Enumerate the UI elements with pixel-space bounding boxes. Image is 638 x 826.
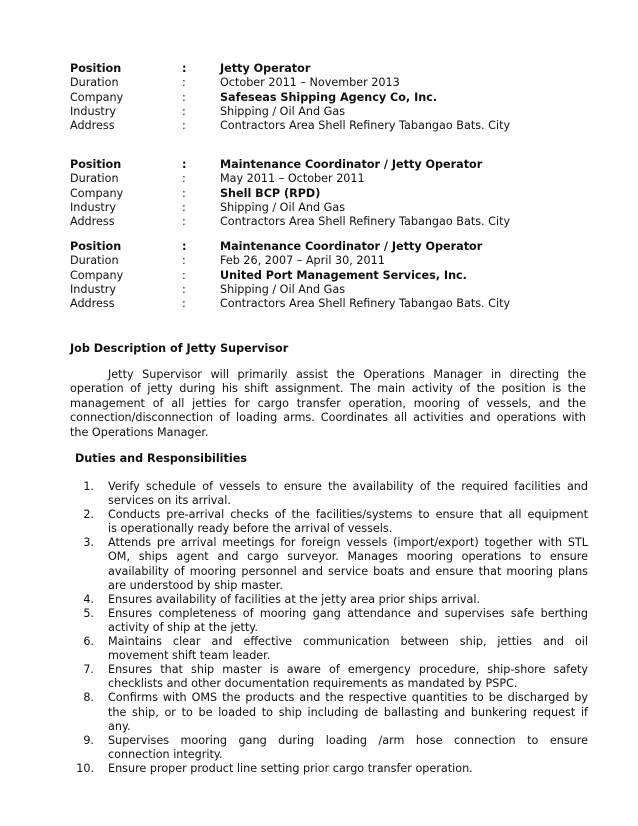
item-number: 4. [83, 592, 94, 606]
industry-value: Shipping / Oil And Gas [220, 104, 346, 118]
item-line: activity of ship at the jetty. [108, 620, 258, 634]
item-line: Verify schedule of vessels to ensure the availability of the required facilities and [108, 480, 588, 493]
position-row [70, 240, 590, 254]
colon: : [182, 200, 186, 214]
item-line: Ensures availability of facilities at the jetty area prior ships arrival. [108, 592, 481, 606]
list-item [70, 734, 588, 762]
paragraph-line: operation of jetty during his shift assignment. The main activity of the position is the [70, 382, 586, 396]
paragraph-line: the Operations Manager. [70, 425, 209, 439]
company-label: Company [70, 186, 124, 200]
item-line: Maintains clear and effective communication between ship, jetties and oil [108, 635, 588, 649]
address-value: Contractors Area Shell Refinery Tabangao Bats. City [220, 119, 511, 133]
item-line: Ensures completeness of mooring gang attendance and supervises safe berthing [108, 606, 588, 620]
industry-row [70, 201, 590, 215]
industry-row [70, 105, 590, 119]
industry-label: Industry [70, 282, 117, 296]
company-value: Shell BCP (RPD) [220, 186, 321, 200]
duration-row [70, 254, 590, 268]
duration-row [70, 76, 590, 90]
duration-label: Duration [70, 172, 119, 186]
duration-label: Duration [70, 76, 119, 90]
list-item [70, 607, 588, 635]
colon: : [182, 76, 186, 90]
list-item [70, 480, 588, 508]
duration-value: October 2011 – November 2013 [220, 76, 400, 90]
item-line: Ensures that ship master is aware of emergency procedure, ship-shore safety [108, 663, 588, 677]
list-item [70, 635, 588, 663]
position-value: Maintenance Coordinator / Jetty Operator [220, 240, 483, 253]
item-number: 10. [76, 761, 94, 775]
address-value: Contractors Area Shell Refinery Tabangao Bats. City [220, 297, 511, 311]
position-label: Position [70, 240, 122, 253]
item-line: availability of mooring personnel and service boats and ensure that mooring plans [108, 564, 588, 578]
job-description-heading: Job Description of Jetty Supervisor [70, 342, 289, 355]
item-line: services on its arrival. [108, 494, 231, 508]
item-line: connection integrity. [108, 747, 223, 761]
item-line: Confirms with OMS the products and the respective quantities to be discharged by [108, 691, 588, 705]
industry-value: Shipping / Oil And Gas [220, 282, 346, 296]
position-row [70, 62, 590, 76]
duration-value: Feb 26, 2007 – April 30, 2011 [220, 254, 385, 268]
address-row [70, 297, 590, 311]
colon: : [182, 119, 186, 133]
paragraph-line: connection/disconnection of loading arms. Coordinates all activities and operations with [70, 411, 586, 425]
item-line: Attends pre arrival meetings for foreign vessels (import/export) together with STL [108, 536, 588, 550]
position-value: Maintenance Coordinator / Jetty Operator [220, 158, 483, 171]
address-label: Address [70, 297, 115, 311]
colon: : [182, 282, 186, 296]
colon: : [182, 62, 187, 75]
list-item [70, 508, 588, 536]
company-row [70, 187, 590, 201]
position-row [70, 158, 590, 172]
job-block-3 [70, 240, 590, 311]
company-label: Company [70, 268, 124, 282]
company-value: Safeseas Shipping Agency Co, Inc. [220, 90, 438, 104]
industry-row [70, 283, 590, 297]
colon: : [182, 90, 186, 104]
industry-value: Shipping / Oil And Gas [220, 200, 346, 214]
item-line: are understood by ship master. [108, 578, 283, 592]
address-label: Address [70, 215, 115, 229]
company-label: Company [70, 90, 124, 104]
duration-value: May 2011 – October 2011 [220, 172, 365, 186]
position-value: Jetty Operator [220, 62, 311, 75]
colon: : [182, 186, 186, 200]
duration-row [70, 172, 590, 186]
address-row [70, 215, 590, 229]
list-item [70, 593, 588, 607]
colon: : [182, 215, 186, 229]
duration-label: Duration [70, 254, 119, 268]
paragraph-line: management of all jetties for cargo transfer operation, mooring of vessels, and the [70, 396, 586, 410]
item-line: is operationally ready before the arrival of vessels. [108, 522, 393, 536]
list-item [70, 536, 588, 592]
item-number: 9. [83, 733, 94, 747]
item-line: OM, ships agent and cargo surveyor. Manages mooring operations to ensure [108, 550, 588, 564]
colon: : [182, 268, 186, 282]
item-number: 7. [83, 663, 94, 677]
company-row [70, 91, 590, 105]
item-number: 2. [83, 508, 94, 522]
colon: : [182, 240, 187, 253]
item-number: 6. [83, 635, 94, 649]
item-line: Conducts pre-arrival checks of the facilities/systems to ensure that all equipment [108, 508, 588, 522]
job-block-1 [70, 62, 590, 133]
item-line: Supervises mooring gang during loading /arm hose connection to ensure [108, 733, 588, 747]
job-description-paragraph [70, 368, 586, 440]
list-item [70, 762, 588, 776]
position-label: Position [70, 62, 122, 75]
item-number: 1. [83, 480, 94, 493]
job-block-2 [70, 158, 590, 229]
address-row [70, 119, 590, 133]
item-line: Ensure proper product line setting prior cargo transfer operation. [108, 761, 473, 775]
colon: : [182, 158, 187, 171]
company-value: United Port Management Services, Inc. [220, 268, 467, 282]
duties-heading: Duties and Responsibilities [75, 452, 247, 465]
list-item [70, 691, 588, 733]
industry-label: Industry [70, 104, 117, 118]
item-line: checklists and other documentation requirements as mandated by PSPC. [108, 677, 518, 691]
duties-list [70, 480, 588, 776]
item-line: the ship, or to be loaded to ship including de ballasting and bunkering request if [108, 705, 588, 719]
company-row [70, 269, 590, 283]
colon: : [182, 172, 186, 186]
item-number: 8. [83, 691, 94, 705]
item-line: movement shift team leader. [108, 649, 271, 663]
item-number: 5. [83, 606, 94, 620]
colon: : [182, 254, 186, 268]
list-item [70, 663, 588, 691]
address-value: Contractors Area Shell Refinery Tabangao Bats. City [220, 215, 511, 229]
paragraph-line: Jetty Supervisor will primarily assist the Operations Manager in directing the [108, 368, 586, 381]
item-number: 3. [83, 536, 94, 550]
industry-label: Industry [70, 200, 117, 214]
colon: : [182, 297, 186, 311]
position-label: Position [70, 158, 122, 171]
address-label: Address [70, 119, 115, 133]
item-line: any. [108, 719, 131, 733]
colon: : [182, 104, 186, 118]
